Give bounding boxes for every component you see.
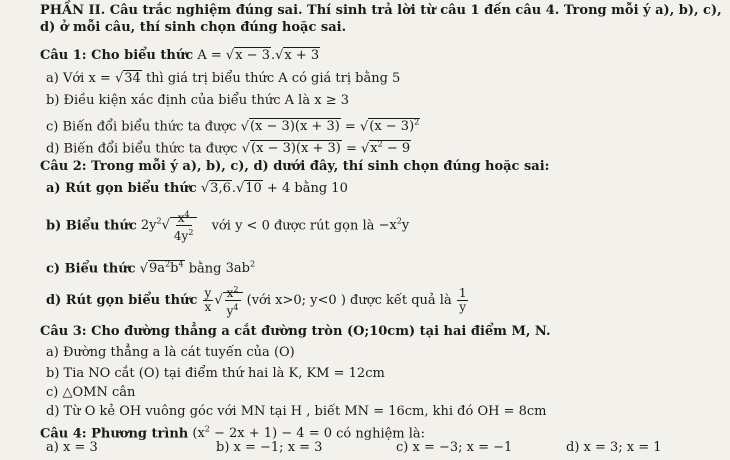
- part-title: PHẦN II. Câu trắc nghiệm đúng sai. Thí sinh trả lời từ câu 1 đến câu 4. Trong mỗi ý a), b), c),: [40, 3, 722, 18]
- q3-item-c: c) △OMN cân: [46, 385, 136, 400]
- q4-option-a: a) x = 3: [46, 440, 98, 455]
- q4-option-c: c) x = −3; x = −1: [396, 440, 513, 455]
- q1-expression: A = √x − 3.√x + 3: [197, 48, 320, 63]
- q1-stem: Câu 1: Cho biểu thức A = √x − 3.√x + 3: [40, 48, 320, 63]
- q3-item-d: d) Từ O kẻ OH vuông góc với MN tại H , biết MN = 16cm, khi đó OH = 8cm: [46, 404, 547, 419]
- q1-item-c: c) Biến đổi biểu thức ta được $√(x - 3)(x + 3) = √(x - 3)^2$: [46, 118, 420, 135]
- q1-item-d: d) Biến đổi biểu thức ta được $√(x - 3)(x + 3) = √x^2 - 9$: [46, 140, 411, 157]
- q3-item-b: b) Tia NO cắt (O) tại điểm thứ hai là K, KM = 12cm: [46, 366, 385, 381]
- q1-item-b: b) Điều kiện xác định của biểu thức A là x ≥ 3: [46, 93, 350, 108]
- q2-item-b: b) Biểu thức $2y^2√$ $\frac{x^4}{4y^2}$ với y < 0 được rút gọn là $-x^2y$: [46, 210, 410, 244]
- q4-option-b: b) x = −1; x = 3: [216, 440, 323, 455]
- q2-item-d: d) Rút gọn biểu thức $\frac{y}{x}$ √ $\frac{x^2}{y^4}$ (với x>0; y<0 ) được kết quả là $\frac{1}{y}$: [46, 285, 467, 318]
- q2-stem: Câu 2: Trong mỗi ý a), b), c), d) dưới đây, thí sinh chọn đúng hoặc sai:: [40, 159, 550, 174]
- part-title-line2: d) ở mỗi câu, thí sinh chọn đúng hoặc sai.: [40, 20, 347, 35]
- q4-stem: Câu 4: Phương trình $(x^2 - 2x + 1) - 4 = 0$ có nghiệm là:: [40, 425, 426, 442]
- q3-item-a: a) Đường thẳng a là cát tuyến của (O): [46, 345, 295, 360]
- q2-item-a: a) Rút gọn biểu thức √3,6.√10 + 4 bằng 10: [46, 181, 348, 196]
- q1-item-a: a) Với x = √34 thì giá trị biểu thức A có giá trị bằng 5: [46, 71, 401, 86]
- q4-option-d: d) x = 3; x = 1: [566, 440, 662, 455]
- q2-item-c: c) Biểu thức $√9a^2b^4$ bằng $3ab^2$: [46, 260, 256, 277]
- q3-stem: Câu 3: Cho đường thẳng a cắt đường tròn (O;10cm) tại hai điểm M, N.: [40, 324, 551, 339]
